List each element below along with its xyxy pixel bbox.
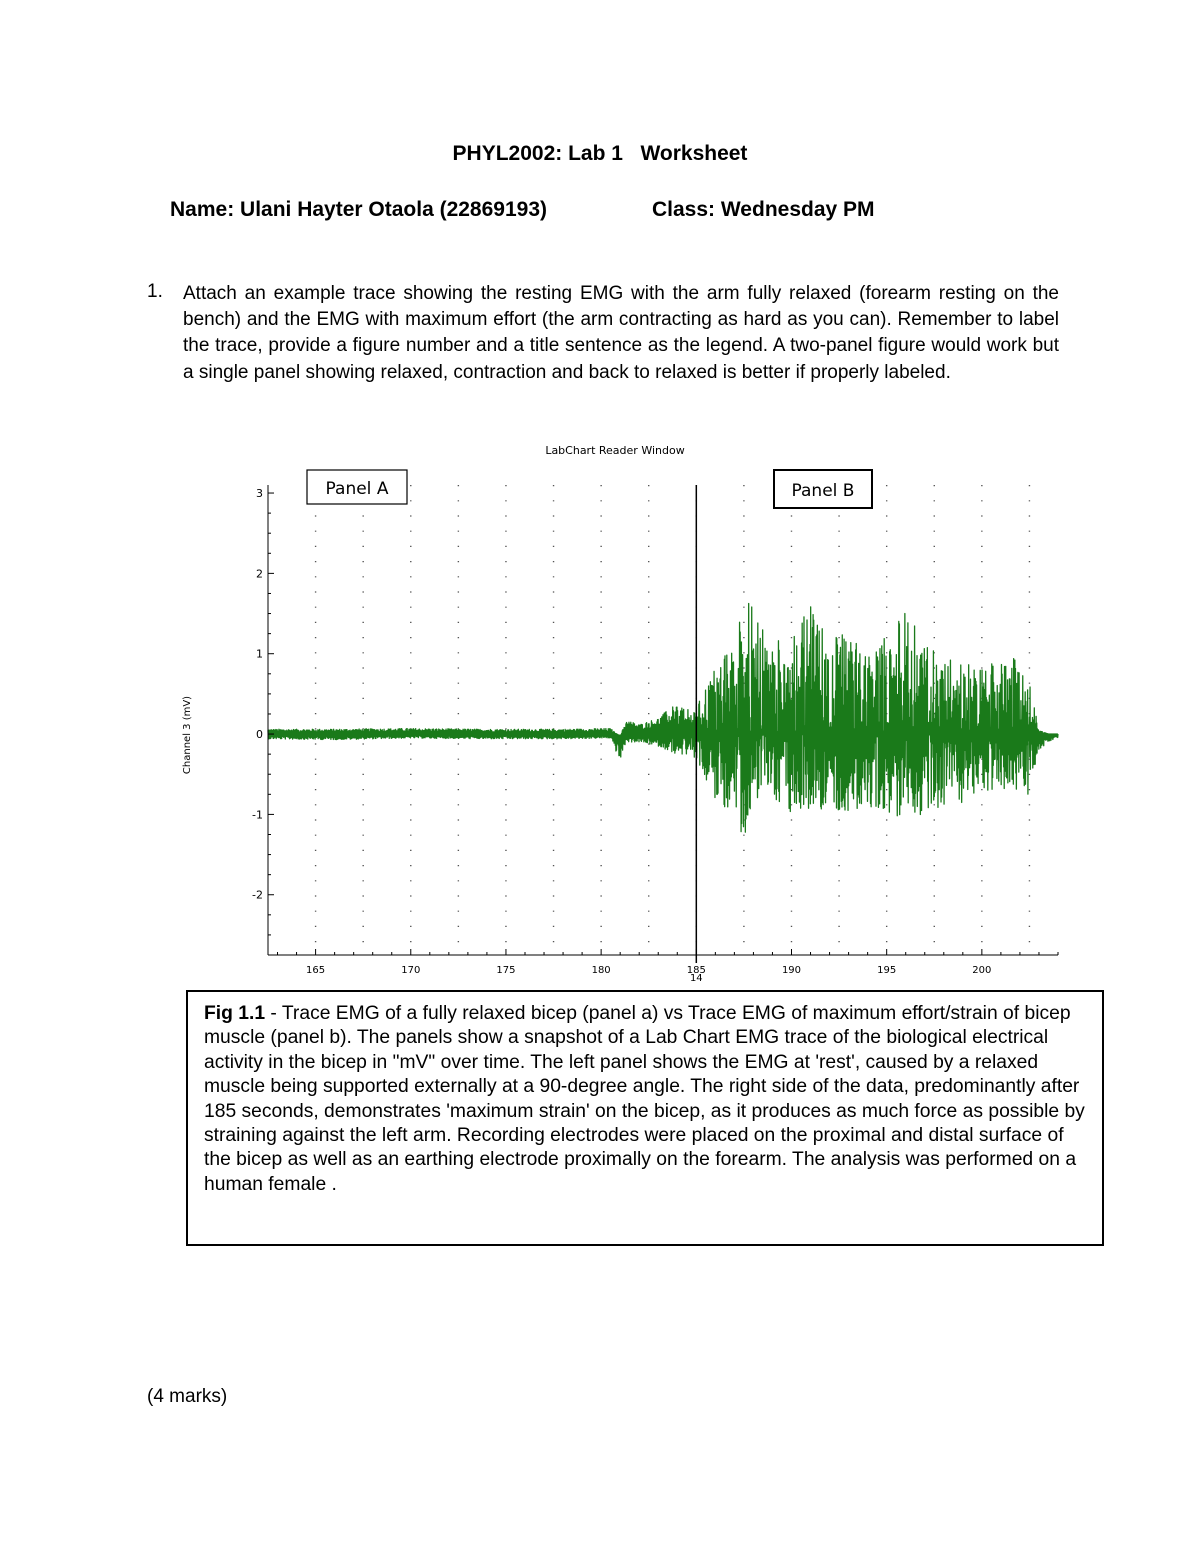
chart-title: LabChart Reader Window (545, 444, 685, 457)
y-tick-label: 1 (256, 647, 263, 661)
panel-b-label-box (774, 470, 872, 508)
class-label: Class: Wednesday PM (652, 198, 875, 221)
y-tick-label: 0 (256, 728, 263, 742)
x-tick-label: 165 (306, 965, 326, 976)
worksheet-title: PHYL2002: Lab 1 Worksheet (452, 142, 748, 165)
question-text: Attach an example trace showing the resting EMG with the arm fully relaxed (forearm resting on the bench) and the EMG with maximum effort (the arm contracting as hard as you can). Remember to label the trace, provide a figure number and a title sentence as the legend. A two-panel figure would work but a single panel showing relaxed, contraction and back to relaxed is better if properly labeled. (183, 283, 1059, 383)
block-marker-label: 14 (689, 973, 703, 984)
panel-b-label: Panel B (791, 481, 855, 501)
x-tick-label: 175 (496, 965, 516, 976)
caption-label: Fig 1.1 (204, 1003, 266, 1024)
x-tick-label: 185 (686, 965, 706, 976)
y-tick-label: -1 (252, 808, 263, 822)
panel-a-label-box (307, 470, 407, 504)
question-number: 1. (147, 281, 163, 302)
emg-chart-svg (0, 430, 1200, 990)
student-name: Name: Ulani Hayter Otaola (22869193) (170, 198, 548, 221)
caption-text: - Trace EMG of a fully relaxed bicep (panel a) vs Trace EMG of maximum effort/strain of bicep muscle (panel b). The panels show a snapshot of a Lab Chart EMG trace of the biological electrical activity in the bicep in "mV" over time. The left panel shows the EMG at 'rest', caused by a relaxed muscle being supported externally at a 90-degree angle. The right side of the data, predominantly after 185 seconds, demonstrates 'maximum strain' on the bicep, as it produces as much force as possible by straining against the left arm. Recording electrodes were placed on the proximal and distal surface of the bicep as well as an earthing electrode proximally on the forearm. The analysis was performed on a human female . (204, 1003, 1085, 1195)
figure-caption (186, 990, 1104, 1246)
emg-chart (0, 430, 1200, 990)
x-tick-label: 190 (781, 965, 802, 976)
panel-a-label: Panel A (325, 479, 389, 499)
y-tick-label: -2 (252, 888, 263, 902)
x-tick-label: 180 (591, 965, 611, 976)
x-tick-label: 195 (877, 965, 897, 976)
x-tick-label: 200 (972, 965, 992, 976)
chart-y-label: Channel 3 (mV) (182, 695, 193, 775)
y-tick-label: 3 (256, 487, 263, 501)
marks-label: (4 marks) (147, 1386, 228, 1407)
x-tick-label: 170 (401, 965, 421, 976)
emg-trace-line (268, 604, 1058, 833)
y-tick-label: 2 (256, 567, 263, 581)
